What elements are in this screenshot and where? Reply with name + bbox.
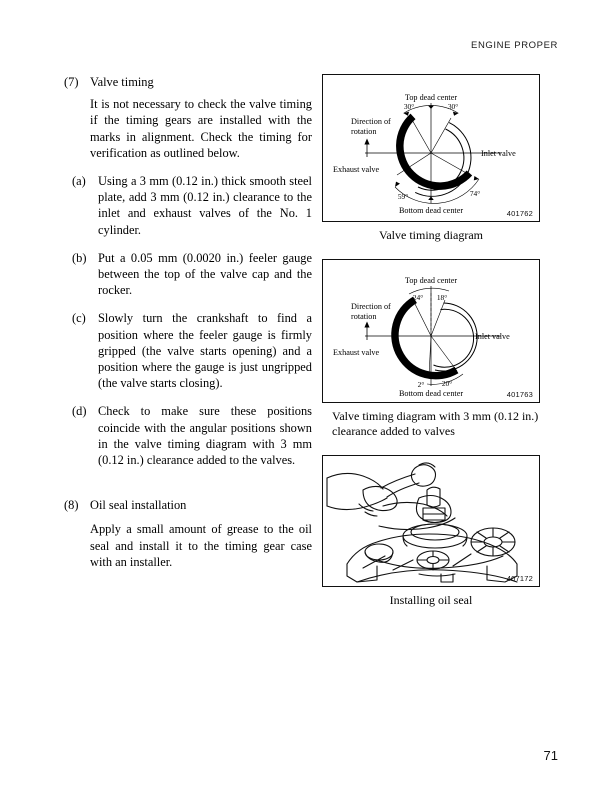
section-marker: (8) <box>64 498 79 513</box>
step-text: Using a 3 mm (0.12 in.) thick smooth steel plate, add 3 mm (0.12 in.) clearance to the inlet and exhaust valves of the No. 1 cylinder. <box>98 174 312 237</box>
figure-id: 401763 <box>506 390 533 399</box>
step-c <box>72 310 312 391</box>
oil-seal-installation-illustration <box>323 456 539 586</box>
valve-timing-diagram-1 <box>323 75 539 221</box>
step-text: Check to make sure these positions coincide with the angular positions shown in the valve timing diagram with 3 mm (0.12 in.) clearance added to the valves. <box>98 404 312 468</box>
figure-id: 407172 <box>506 574 533 583</box>
text-column <box>64 74 312 583</box>
angle-bottom-left: 59° <box>397 192 409 201</box>
label-top-dead-center: Top dead center <box>404 93 458 102</box>
section-title: Valve timing <box>90 75 154 89</box>
step-a <box>72 173 312 238</box>
section-intro: Apply a small amount of grease to the oil seal and install it to the timing gear case with an installer. <box>90 522 312 569</box>
figure-valve-timing-diagram <box>322 74 540 222</box>
step-marker: (b) <box>72 250 87 265</box>
label-top-dead-center: Top dead center <box>404 276 458 285</box>
label-direction-of-rotation-line1: Direction of <box>351 117 391 126</box>
hand-grip-right <box>416 496 451 523</box>
step-d <box>72 403 312 468</box>
angle-bottom-right: 74° <box>469 189 481 198</box>
section-intro: It is not necessary to check the valve timing if the timing gears are installed with the marks in alignment. Check the timing for verification as outlined below. <box>90 97 312 160</box>
angle-top-right: 30° <box>447 102 459 111</box>
figure-caption: Valve timing diagram <box>379 228 483 242</box>
hammer-head-icon <box>411 465 435 486</box>
label-direction-of-rotation-line1: Direction of <box>351 302 391 311</box>
figure-column <box>322 74 540 624</box>
section-heading <box>64 74 312 90</box>
label-direction-of-rotation-line2: rotation <box>351 312 377 321</box>
figure-caption: Installing oil seal <box>389 593 473 607</box>
label-direction-of-rotation-line2: rotation <box>351 127 377 136</box>
step-text: Put a 0.05 mm (0.0020 in.) feeler gauge between the top of the valve cap and the rocker. <box>98 250 312 298</box>
label-exhaust-valve: Exhaust valve <box>333 348 380 357</box>
label-exhaust-valve: Exhaust valve <box>333 165 380 174</box>
section-heading <box>64 497 312 513</box>
step-b <box>72 250 312 299</box>
angle-bottom-right: 20° <box>441 379 453 388</box>
valve-timing-diagram-2 <box>323 260 539 402</box>
figure-installing-oil-seal <box>322 455 540 587</box>
figure-id: 401762 <box>506 209 533 218</box>
step-marker: (d) <box>72 404 87 419</box>
page-number: 71 <box>543 748 558 763</box>
section-intro-wrap <box>90 521 312 570</box>
angle-bottom-left: 2° <box>417 380 425 389</box>
section-valve-timing <box>64 74 312 468</box>
label-inlet-valve: Inlet valve <box>475 332 510 341</box>
figure-valve-timing-diagram-clearance <box>322 259 540 403</box>
step-text: Slowly turn the crankshaft to find a position where the feeler gauge is firmly gripped (the valve starts opening) and a position where the gauge is just ungripped (the valve starts closing). <box>98 311 312 391</box>
figure-caption: Valve timing diagram with 3 mm (0.12 in.) clearance added to valves <box>332 409 539 438</box>
step-marker: (c) <box>72 311 86 326</box>
label-bottom-dead-center: Bottom dead center <box>398 389 464 398</box>
hand-grip-left <box>363 486 397 510</box>
label-bottom-dead-center: Bottom dead center <box>398 206 464 215</box>
step-marker: (a) <box>72 174 86 189</box>
section-oil-seal-installation <box>64 497 312 570</box>
label-inlet-valve: Inlet valve <box>481 149 516 158</box>
angle-top-left: 30° <box>403 102 415 111</box>
section-title: Oil seal installation <box>90 498 187 513</box>
section-intro-wrap <box>90 96 312 161</box>
running-head: ENGINE PROPER <box>471 40 558 51</box>
angle-top-left: 24° <box>412 293 424 302</box>
angle-top-right: 18° <box>436 293 448 302</box>
section-marker: (7) <box>64 75 79 89</box>
